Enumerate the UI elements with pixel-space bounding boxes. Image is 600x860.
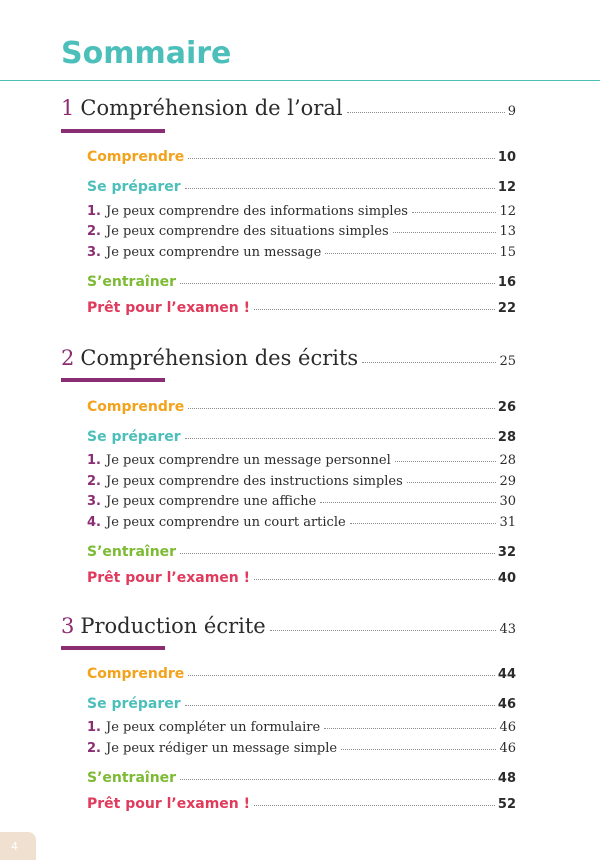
page-number: 10 (497, 150, 516, 165)
leader-dots (320, 502, 496, 503)
toc-entry-se-preparer[interactable] (0, 429, 600, 445)
page-number: 52 (497, 797, 516, 812)
toc-entry-item[interactable] (0, 741, 600, 756)
section-title: Production écrite (80, 614, 266, 638)
entry-label: Prêt pour l’examen ! (87, 796, 251, 812)
toc-entry-comprendre[interactable] (0, 399, 600, 415)
leader-dots (185, 705, 495, 706)
toc-entry-pret-examen[interactable] (0, 570, 600, 586)
entry-label: Se préparer (87, 429, 181, 445)
page-number: 31 (499, 515, 516, 530)
toc-entry-item[interactable] (0, 224, 600, 239)
leader-dots (412, 212, 497, 213)
page-number: 29 (499, 474, 516, 489)
section-heading[interactable] (0, 614, 600, 638)
leader-dots (180, 283, 495, 284)
page-number: 44 (497, 667, 516, 682)
page-number: 30 (499, 494, 516, 509)
page-number: 48 (497, 771, 516, 786)
leader-dots (325, 253, 496, 254)
item-number: 3. (87, 245, 101, 260)
page-number: 12 (499, 204, 516, 219)
leader-dots (188, 675, 495, 676)
entry-label: Prêt pour l’examen ! (87, 300, 251, 316)
page-number: 28 (499, 453, 516, 468)
section-number: 3 (61, 614, 75, 638)
toc-entry-comprendre[interactable] (0, 666, 600, 682)
section-title: Compréhension des écrits (80, 346, 359, 370)
page-number: 9 (507, 104, 516, 119)
entry-label: Je peux comprendre des instructions simples (105, 474, 403, 489)
toc-entry-item[interactable] (0, 204, 600, 219)
item-number: 2. (87, 224, 101, 239)
toc-entry-pret-examen[interactable] (0, 796, 600, 812)
entry-label: Se préparer (87, 696, 181, 712)
item-number: 1. (87, 204, 101, 219)
leader-dots (270, 630, 497, 631)
entry-label: S’entraîner (87, 544, 177, 560)
item-number: 3. (87, 494, 101, 509)
entry-label: Je peux comprendre un message personnel (105, 453, 391, 468)
toc-entry-s-entrainer[interactable] (0, 770, 600, 786)
section-underline (61, 646, 165, 650)
leader-dots (254, 579, 495, 580)
page-number: 12 (497, 180, 516, 195)
page-number: 43 (499, 622, 516, 637)
item-number: 2. (87, 474, 101, 489)
entry-label: Je peux comprendre des situations simples (105, 224, 389, 239)
item-number: 2. (87, 741, 101, 756)
entry-label: S’entraîner (87, 770, 177, 786)
page-number: 26 (497, 400, 516, 415)
page-number: 16 (497, 275, 516, 290)
leader-dots (395, 461, 497, 462)
entry-label: Comprendre (87, 666, 185, 682)
leader-dots (341, 749, 496, 750)
toc-entry-item[interactable] (0, 494, 600, 509)
section-number: 2 (61, 346, 75, 370)
toc-entry-item[interactable] (0, 474, 600, 489)
entry-label: Je peux comprendre des informations simples (105, 204, 408, 219)
leader-dots (407, 482, 497, 483)
entry-label: Se préparer (87, 179, 181, 195)
toc-entry-item[interactable] (0, 245, 600, 260)
item-number: 4. (87, 515, 101, 530)
entry-label: S’entraîner (87, 274, 177, 290)
leader-dots (350, 523, 497, 524)
item-number: 1. (87, 453, 101, 468)
section-heading[interactable] (0, 96, 600, 120)
item-number: 1. (87, 720, 101, 735)
leader-dots (185, 438, 495, 439)
page-number: 40 (497, 571, 516, 586)
section-heading[interactable] (0, 346, 600, 370)
toc-entry-comprendre[interactable] (0, 149, 600, 165)
toc-entry-pret-examen[interactable] (0, 300, 600, 316)
toc-entry-se-preparer[interactable] (0, 179, 600, 195)
entry-label: Comprendre (87, 399, 185, 415)
entry-label: Je peux comprendre un message (105, 245, 322, 260)
leader-dots (362, 362, 496, 363)
leader-dots (347, 112, 505, 113)
entry-label: Je peux rédiger un message simple (105, 741, 338, 756)
leader-dots (188, 408, 495, 409)
page-number-label: 4 (11, 840, 18, 853)
toc-entry-se-preparer[interactable] (0, 696, 600, 712)
page-title: Sommaire (61, 36, 232, 71)
entry-label: Je peux comprendre un court article (105, 515, 346, 530)
leader-dots (188, 158, 495, 159)
leader-dots (393, 232, 497, 233)
page-number: 13 (499, 224, 516, 239)
page-number: 22 (497, 301, 516, 316)
page-number: 32 (497, 545, 516, 560)
entry-label: Comprendre (87, 149, 185, 165)
leader-dots (185, 188, 495, 189)
toc-entry-item[interactable] (0, 720, 600, 735)
entry-label: Prêt pour l’examen ! (87, 570, 251, 586)
entry-label: Je peux comprendre une affiche (105, 494, 317, 509)
page-number: 25 (499, 354, 516, 369)
section-title: Compréhension de l’oral (80, 96, 343, 120)
toc-entry-item[interactable] (0, 515, 600, 530)
toc-entry-item[interactable] (0, 453, 600, 468)
entry-label: Je peux compléter un formulaire (105, 720, 321, 735)
leader-dots (180, 553, 495, 554)
toc-entry-s-entrainer[interactable] (0, 544, 600, 560)
section-underline (61, 378, 165, 382)
title-rule (0, 80, 600, 81)
page-number-badge (0, 832, 36, 860)
section-number: 1 (61, 96, 75, 120)
leader-dots (254, 309, 495, 310)
page-number: 46 (497, 697, 516, 712)
leader-dots (324, 728, 496, 729)
section-underline (61, 129, 165, 133)
leader-dots (180, 779, 495, 780)
toc-entry-s-entrainer[interactable] (0, 274, 600, 290)
page-number: 15 (499, 245, 516, 260)
page-number: 46 (499, 720, 516, 735)
leader-dots (254, 805, 495, 806)
page-number: 46 (499, 741, 516, 756)
page-number: 28 (497, 430, 516, 445)
